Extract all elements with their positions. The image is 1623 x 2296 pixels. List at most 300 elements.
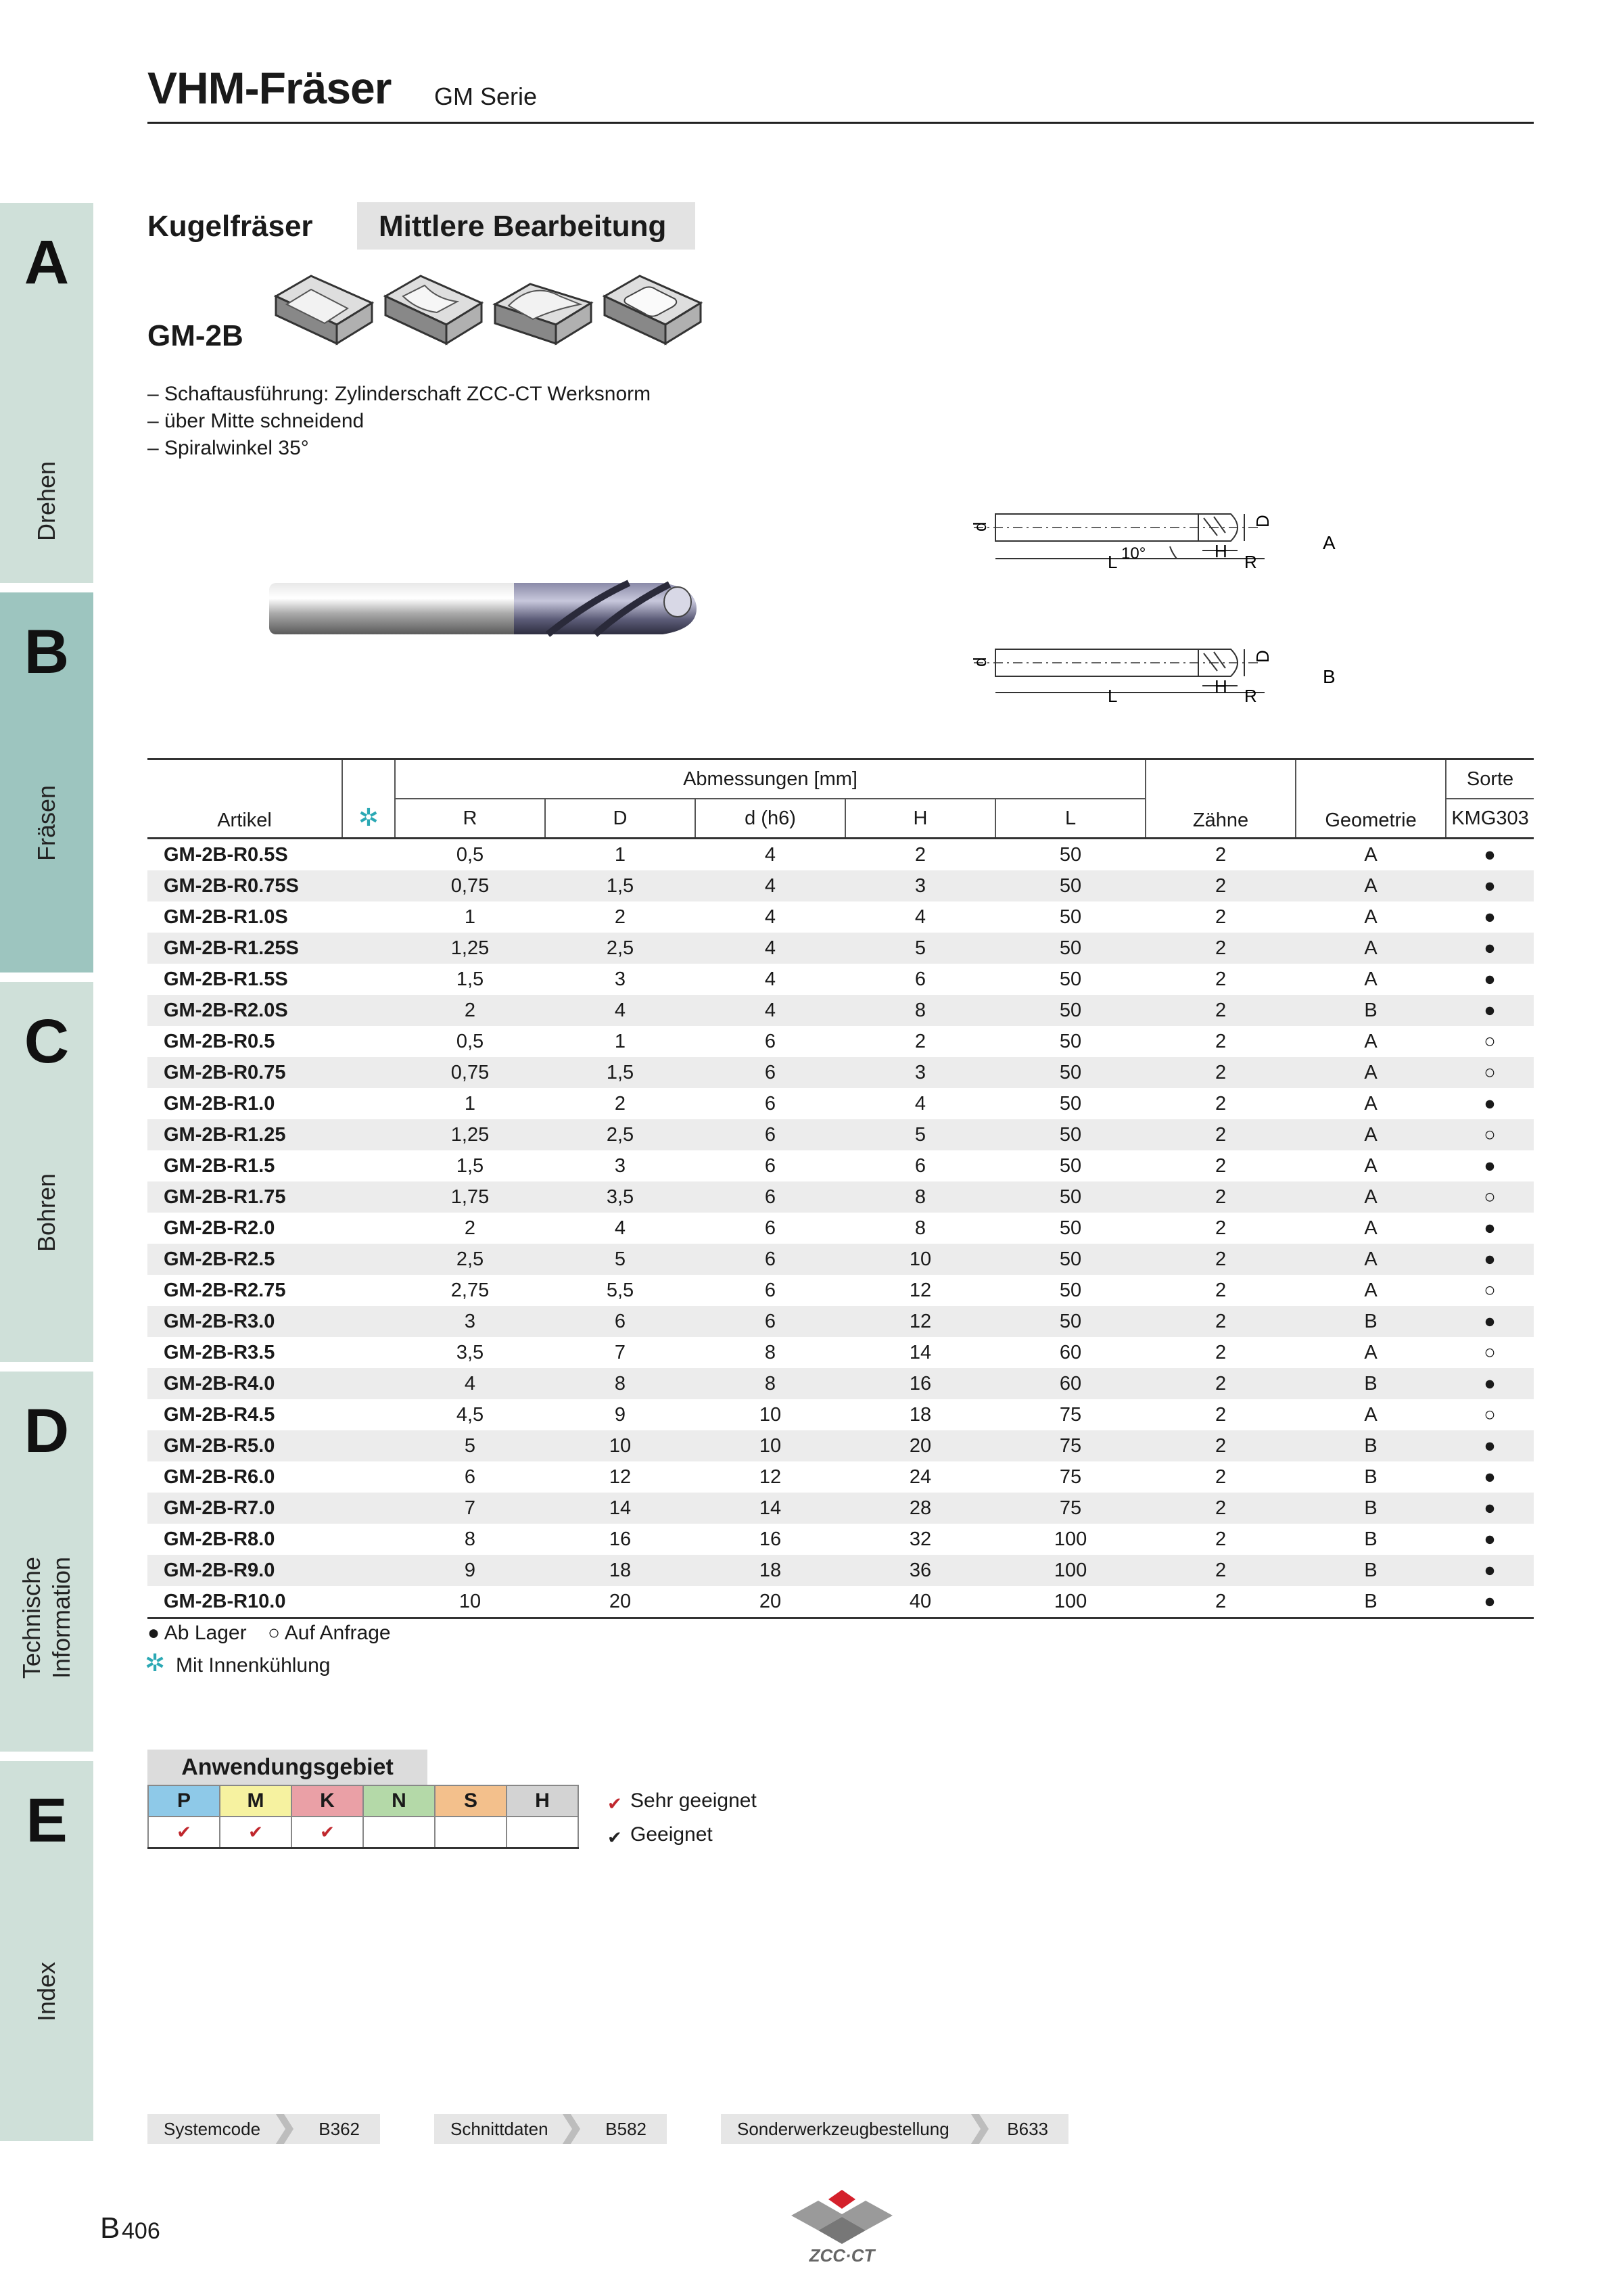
cell-availability: ● — [1446, 933, 1534, 964]
application-table — [147, 1785, 579, 1849]
cell-zaehne: 2 — [1146, 870, 1296, 901]
cell-D: 10 — [545, 1430, 695, 1461]
cell-R: 6 — [464, 1466, 476, 1488]
col-zaehne: Zähne — [1146, 759, 1296, 839]
cell-availability: ● — [1484, 1466, 1496, 1488]
cell-R: 10 — [395, 1586, 545, 1618]
cell-artikel: GM-2B-R1.5S — [164, 968, 288, 990]
cell-d-h6: 16 — [759, 1528, 782, 1550]
cell-zaehne: 2 — [1146, 1244, 1296, 1275]
cell-zaehne: 2 — [1146, 1555, 1296, 1586]
cell-L: 60 — [1059, 1341, 1082, 1363]
chevron-right-icon — [560, 2114, 580, 2144]
cell-zaehne: 2 — [1215, 1528, 1227, 1550]
cell-zaehne: 2 — [1215, 968, 1227, 990]
table-row — [147, 1026, 1534, 1057]
cell-d-h6: 6 — [695, 1119, 845, 1150]
feature-shank: – Schaftausführung: Zylinderschaft ZCC-CT Werksnorm — [147, 383, 651, 405]
cell-availability: ○ — [1484, 1403, 1496, 1426]
cell-geometrie: B — [1296, 1430, 1446, 1461]
cell-artikel: GM-2B-R5.0 — [147, 1430, 342, 1461]
cell-geometrie: A — [1296, 1119, 1446, 1150]
cell-d-h6: 12 — [759, 1466, 782, 1488]
cell-coolant — [342, 1057, 395, 1088]
cell-coolant — [342, 870, 395, 901]
cell-R: 3,5 — [456, 1341, 484, 1363]
page-section: B — [100, 2211, 120, 2245]
link-ref: B633 — [1007, 2119, 1048, 2139]
cell-zaehne: 2 — [1215, 906, 1227, 928]
cell-d-h6: 6 — [764, 1030, 776, 1052]
cell-availability: ● — [1484, 1092, 1496, 1115]
legend-coolant: Mit Innenkühlung — [176, 1654, 331, 1677]
cell-L: 75 — [1059, 1466, 1082, 1488]
cell-d-h6: 8 — [764, 1341, 776, 1363]
cell-D: 2 — [614, 906, 626, 928]
cell-geometrie: A — [1364, 1092, 1378, 1115]
cell-D: 2 — [614, 1092, 626, 1115]
cell-availability: ● — [1446, 1555, 1534, 1586]
product-code: GM-2B — [147, 319, 243, 352]
cell-L: 50 — [995, 1181, 1146, 1213]
cell-coolant — [342, 1275, 395, 1306]
section-title: Kugelfräser — [147, 210, 313, 243]
cell-availability: ○ — [1446, 1057, 1534, 1088]
cell-coolant — [342, 839, 395, 871]
link-ref: B582 — [605, 2119, 646, 2139]
table-row — [147, 1555, 1534, 1586]
table-row — [147, 901, 1534, 933]
cell-R: 1,5 — [456, 1154, 484, 1177]
dim-H-b: H — [1215, 676, 1227, 697]
cell-d-h6: 4 — [695, 870, 845, 901]
link-label: Sonderwerkzeugbestellung — [737, 2119, 949, 2139]
table-row — [147, 1181, 1534, 1213]
cell-D: 2,5 — [545, 1119, 695, 1150]
cell-R: 1,25 — [395, 933, 545, 964]
cell-coolant — [342, 1368, 395, 1399]
cell-D: 4 — [614, 1217, 626, 1239]
cell-artikel: GM-2B-R3.0 — [147, 1306, 342, 1337]
cell-zaehne: 2 — [1215, 1217, 1227, 1239]
table-row — [147, 1150, 1534, 1181]
cell-zaehne: 2 — [1146, 1586, 1296, 1618]
cell-coolant — [342, 1088, 395, 1119]
cell-availability: ● — [1446, 995, 1534, 1026]
tab-letter: A — [24, 228, 70, 297]
cell-geometrie: A — [1364, 1403, 1378, 1426]
dim-R-a: R — [1244, 552, 1257, 572]
cell-availability: ● — [1446, 1244, 1534, 1275]
cell-H: 40 — [845, 1586, 995, 1618]
cell-H: 36 — [845, 1555, 995, 1586]
cell-R: 1,25 — [395, 1119, 545, 1150]
legend-request: ○ Auf Anfrage — [268, 1622, 391, 1644]
suitability-mark — [435, 1817, 507, 1848]
very-suitable-label: Sehr geeignet — [630, 1789, 757, 1812]
cell-H: 8 — [845, 1181, 995, 1213]
cell-availability: ● — [1446, 1586, 1534, 1618]
cell-H: 10 — [845, 1244, 995, 1275]
cell-H: 2 — [914, 1030, 926, 1052]
cell-zaehne: 2 — [1146, 1181, 1296, 1213]
cell-availability: ● — [1484, 1528, 1496, 1550]
cell-H: 6 — [914, 1154, 926, 1177]
application-title: Anwendungsgebiet — [147, 1750, 427, 1785]
dim-R-b: R — [1244, 686, 1257, 706]
cell-availability: ● — [1484, 1154, 1496, 1177]
cell-geometrie: B — [1296, 1555, 1446, 1586]
cell-L: 50 — [1059, 1092, 1082, 1115]
cell-d-h6: 4 — [764, 968, 776, 990]
cell-geometrie: A — [1364, 906, 1378, 928]
cell-H: 12 — [909, 1279, 932, 1301]
cell-H: 3 — [845, 870, 995, 901]
cell-D: 3 — [614, 1154, 626, 1177]
cell-D: 7 — [614, 1341, 626, 1363]
cell-coolant — [342, 1181, 395, 1213]
cell-H: 20 — [845, 1430, 995, 1461]
cell-zaehne: 2 — [1146, 1493, 1296, 1524]
zcc-ct-logo — [784, 2184, 899, 2266]
tab-label: Fräsen — [32, 784, 60, 862]
cell-coolant — [342, 1524, 395, 1555]
cell-zaehne: 2 — [1215, 843, 1227, 866]
cell-zaehne: 2 — [1146, 1368, 1296, 1399]
cell-coolant — [342, 1430, 395, 1461]
cell-R: 2 — [395, 995, 545, 1026]
cell-R: 0,75 — [395, 1057, 545, 1088]
cell-artikel: GM-2B-R4.5 — [164, 1403, 275, 1426]
cell-d-h6: 6 — [695, 1306, 845, 1337]
cell-availability: ● — [1484, 843, 1496, 866]
cell-zaehne: 2 — [1215, 1403, 1227, 1426]
tab-label: Bohren — [32, 1173, 60, 1252]
cell-availability: ○ — [1446, 1181, 1534, 1213]
cell-D: 14 — [545, 1493, 695, 1524]
cell-zaehne: 2 — [1146, 1057, 1296, 1088]
cell-artikel: GM-2B-R1.25 — [147, 1119, 342, 1150]
cell-R: 8 — [464, 1528, 476, 1550]
cell-zaehne: 2 — [1215, 1092, 1227, 1115]
page-title: VHM-Fräser — [147, 63, 392, 113]
link-label: Systemcode — [164, 2119, 261, 2139]
cell-availability: ● — [1446, 1306, 1534, 1337]
cell-zaehne: 2 — [1215, 1279, 1227, 1301]
cell-L: 100 — [995, 1555, 1146, 1586]
table-row — [147, 1275, 1534, 1306]
cell-artikel: GM-2B-R0.5 — [164, 1030, 275, 1052]
cell-coolant — [342, 933, 395, 964]
cell-L: 50 — [1059, 1279, 1082, 1301]
cell-D: 1,5 — [545, 1057, 695, 1088]
cell-geometrie: B — [1296, 1368, 1446, 1399]
cell-artikel: GM-2B-R2.75 — [164, 1279, 286, 1301]
cell-coolant — [342, 1493, 395, 1524]
coolant-legend-icon: ✲ — [145, 1649, 166, 1677]
page-number: 406 — [122, 2218, 160, 2244]
cell-availability: ● — [1484, 968, 1496, 990]
cell-H: 16 — [845, 1368, 995, 1399]
cell-H: 8 — [914, 1217, 926, 1239]
table-row — [147, 1368, 1534, 1399]
link-schnittdaten[interactable] — [434, 2114, 667, 2144]
tab-label: Index — [32, 1961, 60, 2022]
col-grade: KMG303 — [1446, 799, 1534, 839]
cell-R: 4,5 — [456, 1403, 484, 1426]
cell-R: 2,75 — [450, 1279, 490, 1301]
col-abmessungen: Abmessungen [mm] — [395, 759, 1146, 799]
cell-D: 3 — [614, 968, 626, 990]
cell-geometrie: B — [1296, 1586, 1446, 1618]
tab-fraesen[interactable] — [0, 592, 93, 973]
col-L: L — [995, 799, 1146, 839]
dim-d-a: d — [970, 521, 990, 532]
cell-geometrie: A — [1364, 1217, 1378, 1239]
cell-H: 24 — [909, 1466, 932, 1488]
cell-R: 2 — [464, 1217, 476, 1239]
tab-label-line2: Information — [47, 1556, 75, 1679]
cell-geometrie: B — [1296, 995, 1446, 1026]
cell-R: 3 — [395, 1306, 545, 1337]
cell-L: 50 — [995, 870, 1146, 901]
suitability-mark — [507, 1817, 578, 1848]
material-group-h: H — [507, 1785, 578, 1817]
cell-L: 60 — [995, 1368, 1146, 1399]
cell-availability: ○ — [1446, 1119, 1534, 1150]
cell-R: 1,5 — [456, 968, 484, 990]
cell-coolant — [342, 1555, 395, 1586]
cell-geometrie: A — [1364, 1154, 1378, 1177]
cell-H: 14 — [909, 1341, 932, 1363]
cell-geometrie: B — [1296, 1493, 1446, 1524]
tab-letter: E — [26, 1786, 68, 1855]
slot-icon — [385, 276, 481, 344]
col-artikel: Artikel — [147, 759, 342, 839]
cell-d-h6: 6 — [764, 1279, 776, 1301]
cell-availability: ○ — [1484, 1279, 1496, 1301]
dim-L-b: L — [1108, 686, 1118, 706]
cell-R: 2,5 — [395, 1244, 545, 1275]
cell-R: 0,75 — [395, 870, 545, 901]
drawing-a-label: A — [1323, 532, 1336, 553]
cell-geometrie: A — [1364, 1279, 1378, 1301]
cell-H: 8 — [845, 995, 995, 1026]
table-row — [147, 1213, 1534, 1244]
table-row — [147, 933, 1534, 964]
cell-H: 2 — [914, 843, 926, 866]
cell-artikel: GM-2B-R1.0 — [164, 1092, 275, 1115]
feature-helix-angle: – Spiralwinkel 35° — [147, 437, 309, 459]
cell-L: 75 — [995, 1430, 1146, 1461]
cell-artikel: GM-2B-R2.0 — [164, 1217, 275, 1239]
machining-badge: Mittlere Bearbeitung — [379, 210, 667, 243]
cell-d-h6: 4 — [764, 906, 776, 928]
table-row — [147, 870, 1534, 901]
cell-d-h6: 4 — [764, 843, 776, 866]
cell-availability: ● — [1484, 906, 1496, 928]
cell-D: 16 — [609, 1528, 632, 1550]
cell-zaehne: 2 — [1215, 1341, 1227, 1363]
table-row — [147, 964, 1534, 995]
profile-icon — [495, 284, 591, 344]
cell-D: 8 — [545, 1368, 695, 1399]
cell-L: 50 — [995, 933, 1146, 964]
shoulder-icon — [276, 276, 372, 344]
cell-H: 3 — [845, 1057, 995, 1088]
tab-letter: D — [24, 1397, 70, 1466]
cell-zaehne: 2 — [1215, 1030, 1227, 1052]
material-group-m: M — [220, 1785, 291, 1817]
cell-zaehne: 2 — [1146, 1306, 1296, 1337]
cell-availability: ● — [1484, 1217, 1496, 1239]
cell-R: 1,75 — [395, 1181, 545, 1213]
tab-letter: B — [24, 617, 70, 686]
cell-geometrie: A — [1364, 843, 1378, 866]
cell-d-h6: 10 — [695, 1430, 845, 1461]
chevron-right-icon — [968, 2114, 989, 2144]
cell-geometrie: A — [1364, 968, 1378, 990]
cell-L: 100 — [995, 1586, 1146, 1618]
cell-L: 50 — [1059, 1217, 1082, 1239]
header-divider — [147, 122, 1534, 124]
table-row — [147, 1057, 1534, 1088]
application-icons — [273, 269, 706, 350]
cell-H: 6 — [914, 968, 926, 990]
cell-artikel: GM-2B-R1.0S — [164, 906, 288, 928]
tab-bohren[interactable] — [0, 982, 93, 1362]
cell-D: 9 — [614, 1403, 626, 1426]
cell-L: 75 — [995, 1493, 1146, 1524]
cell-zaehne: 2 — [1146, 995, 1296, 1026]
cell-d-h6: 4 — [695, 995, 845, 1026]
cell-artikel: GM-2B-R1.25S — [147, 933, 342, 964]
tab-drehen[interactable] — [0, 203, 93, 583]
cell-availability: ○ — [1484, 1030, 1496, 1052]
cell-H: 5 — [845, 1119, 995, 1150]
cell-geometrie: A — [1364, 1341, 1378, 1363]
col-H: H — [845, 799, 995, 839]
cell-geometrie: A — [1296, 933, 1446, 964]
cell-d-h6: 8 — [695, 1368, 845, 1399]
cell-artikel: GM-2B-R10.0 — [147, 1586, 342, 1618]
cell-H: 4 — [914, 906, 926, 928]
table-row — [147, 1399, 1534, 1430]
table-row — [147, 1337, 1534, 1368]
cell-D: 6 — [545, 1306, 695, 1337]
drawing-b-label: B — [1323, 666, 1336, 687]
cell-d-h6: 6 — [695, 1057, 845, 1088]
cell-L: 50 — [1059, 906, 1082, 928]
cell-R: 1 — [464, 1092, 476, 1115]
cell-artikel: GM-2B-R3.5 — [164, 1341, 275, 1363]
cell-availability: ● — [1446, 1493, 1534, 1524]
cell-availability: ● — [1446, 1430, 1534, 1461]
cell-coolant — [342, 1461, 395, 1493]
suitability-mark: ✔ — [291, 1817, 363, 1848]
cell-geometrie: A — [1296, 870, 1446, 901]
suitability-mark — [363, 1817, 435, 1848]
col-geometrie: Geometrie — [1296, 759, 1446, 839]
cell-D: 5,5 — [606, 1279, 634, 1301]
cell-H: 4 — [914, 1092, 926, 1115]
link-sonderwerkzeug[interactable] — [721, 2114, 1068, 2144]
tab-index[interactable] — [0, 1761, 93, 2141]
feature-center-cutting: – über Mitte schneidend — [147, 410, 364, 432]
dim-angle: 10° — [1121, 544, 1146, 563]
col-R: R — [395, 799, 545, 839]
table-row — [147, 1586, 1534, 1618]
cell-coolant — [342, 1119, 395, 1150]
cell-D: 3,5 — [545, 1181, 695, 1213]
cell-H: 5 — [845, 933, 995, 964]
cell-D: 5 — [545, 1244, 695, 1275]
link-systemcode[interactable] — [147, 2114, 380, 2144]
cell-coolant — [342, 1244, 395, 1275]
table-row — [147, 1461, 1534, 1493]
cell-d-h6: 6 — [764, 1154, 776, 1177]
cell-geometrie: A — [1296, 1057, 1446, 1088]
cell-artikel: GM-2B-R2.0S — [147, 995, 342, 1026]
cell-d-h6: 10 — [759, 1403, 782, 1426]
cell-D: 4 — [545, 995, 695, 1026]
table-row — [147, 1088, 1534, 1119]
table-row — [147, 995, 1534, 1026]
cell-D: 1,5 — [545, 870, 695, 901]
cell-artikel: GM-2B-R0.75S — [147, 870, 342, 901]
cell-d-h6: 6 — [695, 1244, 845, 1275]
cell-L: 50 — [995, 1119, 1146, 1150]
cell-L: 50 — [995, 1057, 1146, 1088]
chevron-right-icon — [273, 2114, 293, 2144]
cell-coolant — [342, 964, 395, 995]
cell-H: 32 — [909, 1528, 932, 1550]
cell-artikel: GM-2B-R4.0 — [147, 1368, 342, 1399]
dim-D-a: D — [1252, 515, 1273, 528]
cell-L: 50 — [1059, 968, 1082, 990]
col-d-h6: d (h6) — [695, 799, 845, 839]
cell-coolant — [342, 1586, 395, 1618]
product-photo — [264, 561, 703, 656]
material-group-s: S — [435, 1785, 507, 1817]
tab-label — [17, 1482, 76, 1753]
material-group-n: N — [363, 1785, 435, 1817]
suitable-label: Geeignet — [630, 1823, 713, 1846]
tab-letter: C — [24, 1007, 70, 1076]
cell-d-h6: 4 — [695, 933, 845, 964]
cell-zaehne: 2 — [1215, 1466, 1227, 1488]
cell-d-h6: 6 — [764, 1092, 776, 1115]
col-D: D — [545, 799, 695, 839]
dim-D-b: D — [1252, 650, 1273, 663]
cell-artikel: GM-2B-R9.0 — [147, 1555, 342, 1586]
cell-L: 75 — [1059, 1403, 1082, 1426]
dim-L-a: L — [1108, 552, 1118, 572]
cell-d-h6: 6 — [695, 1181, 845, 1213]
cell-availability: ○ — [1484, 1341, 1496, 1363]
cell-artikel: GM-2B-R0.5S — [164, 843, 288, 866]
tab-technische-information[interactable] — [0, 1372, 93, 1752]
logo-text: ZCC·CT — [809, 2245, 875, 2266]
cell-coolant — [342, 1337, 395, 1368]
cell-d-h6: 14 — [695, 1493, 845, 1524]
table-row — [147, 1119, 1534, 1150]
table-row — [147, 1430, 1534, 1461]
cell-d-h6: 18 — [695, 1555, 845, 1586]
material-group-p: P — [148, 1785, 220, 1817]
page-subtitle: GM Serie — [434, 83, 538, 110]
cell-d-h6: 6 — [764, 1217, 776, 1239]
